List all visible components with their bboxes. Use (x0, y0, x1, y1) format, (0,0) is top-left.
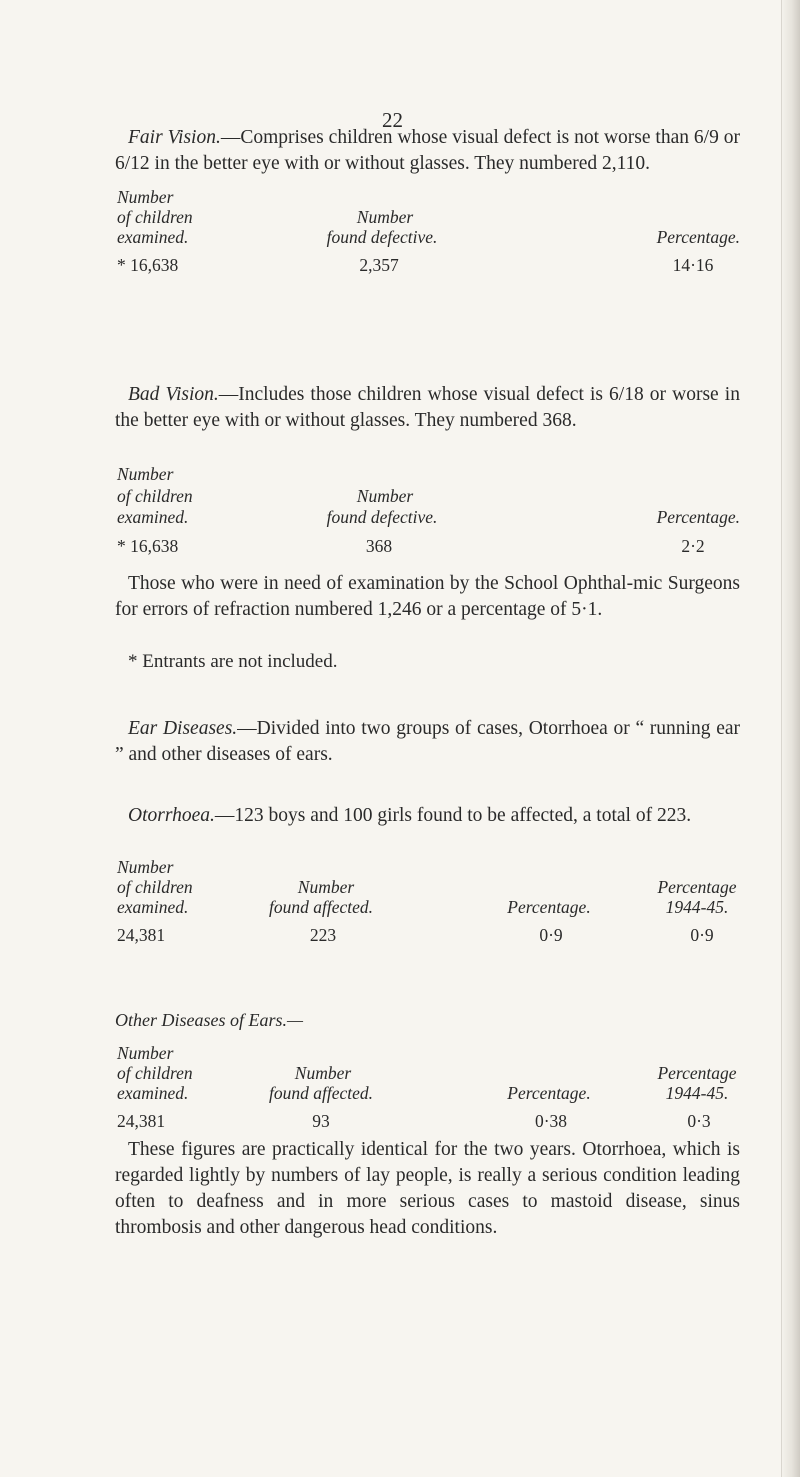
otorrhoea-paragraph (115, 803, 740, 829)
entrants-footnote: * Entrants are not included. (128, 651, 338, 672)
refraction-paragraph (115, 571, 740, 623)
value-found-defective: 368 (365, 536, 393, 556)
value-percentage: 2·2 (681, 536, 705, 556)
col-header-affected-l2: found affected. (268, 1083, 374, 1103)
closing-text: These figures are practically identical for the two years. Otorrhoea, which is regarded lightly by numbers of lay people, is really a serious condition leading often to deafness and in more serious cases to mastoid disease, sinus thrombosis and other dangerous head conditions. (115, 1139, 740, 1238)
bad-vision-paragraph (115, 382, 740, 434)
col-header-defective-l1: Number (356, 486, 414, 506)
value-percentage-1944-45: 0·9 (690, 925, 714, 945)
fair-vision-text: —Comprises children whose visual defect is not worse than 6/9 or 6/12 in the better eye with or without glasses. They numbered 2,110. (115, 127, 740, 174)
col-header-percentage: Percentage. (656, 227, 740, 247)
col-header-children-l2: of children (117, 877, 193, 897)
otorrhoea-text: —123 boys and 100 girls found to be affected, a total of 223. (214, 805, 692, 826)
col-header-children-l3: examined. (117, 227, 189, 247)
value-percentage: 0·38 (534, 1111, 568, 1131)
value-children-examined: * 16,638 (117, 536, 179, 556)
col-header-affected-l2: found affected. (268, 897, 374, 917)
value-children-examined: * 16,638 (117, 255, 179, 275)
col-header-percentage: Percentage. (507, 1083, 591, 1103)
ear-diseases-text: —Divided into two groups of cases, Otorrhoea or “ running ear ” and other diseases of ears. (115, 718, 740, 765)
value-found-defective: 2,357 (359, 255, 399, 275)
col-header-children-l2: of children (117, 486, 193, 506)
col-header-children-l2: of children (117, 207, 193, 227)
refraction-text: Those who were in need of examination by the School Ophthal-mic Surgeons for errors of refraction numbered 1,246 or a percentage of 5·1. (115, 573, 740, 620)
fair-vision-paragraph (115, 125, 740, 177)
col-header-percentage-1944-45-l2: 1944-45. (665, 897, 729, 917)
value-percentage-1944-45: 0·3 (687, 1111, 711, 1131)
col-header-percentage: Percentage. (656, 507, 740, 527)
col-header-defective-l2: found defective. (326, 227, 438, 247)
fair-vision-heading: Fair Vision. (128, 127, 221, 148)
value-children-examined: 24,381 (117, 925, 166, 945)
closing-paragraph (115, 1137, 740, 1241)
page-number: 22 (382, 108, 403, 132)
otorrhoea-heading: Otorrhoea. (128, 805, 215, 826)
value-percentage: 0·9 (539, 925, 563, 945)
col-header-children-l3: examined. (117, 507, 189, 527)
value-found-affected: 93 (312, 1111, 330, 1131)
other-diseases-heading: Other Diseases of Ears.— (115, 1010, 303, 1030)
col-header-percentage-1944-45-l1: Percentage (657, 877, 737, 897)
col-header-children-l3: examined. (117, 897, 189, 917)
col-header-affected-l1: Number (297, 877, 355, 897)
page-edge-shadow (781, 0, 800, 1477)
bad-vision-text: —Includes those children whose visual defect is 6/18 or worse in the better eye with or without glasses. They numbered 368. (115, 384, 740, 431)
value-children-examined: 24,381 (117, 1111, 166, 1131)
col-header-affected-l1: Number (294, 1063, 352, 1083)
col-header-children-l3: examined. (117, 1083, 189, 1103)
ear-diseases-paragraph (115, 716, 740, 768)
col-header-children-l2: of children (117, 1063, 193, 1083)
bad-vision-heading: Bad Vision. (128, 384, 219, 405)
value-found-affected: 223 (309, 925, 337, 945)
ear-diseases-heading: Ear Diseases. (128, 718, 238, 739)
col-header-defective-l2: found defective. (326, 507, 438, 527)
col-header-children-l1: Number (117, 187, 174, 207)
col-header-children-l1: Number (117, 1043, 174, 1063)
col-header-percentage: Percentage. (507, 897, 591, 917)
col-header-defective-l1: Number (356, 207, 414, 227)
col-header-children-l1: Number (117, 857, 174, 877)
col-header-children-l1: Number (117, 464, 174, 484)
col-header-percentage-1944-45-l2: 1944-45. (665, 1083, 729, 1103)
col-header-percentage-1944-45-l1: Percentage (657, 1063, 737, 1083)
value-percentage: 14·16 (672, 255, 714, 275)
